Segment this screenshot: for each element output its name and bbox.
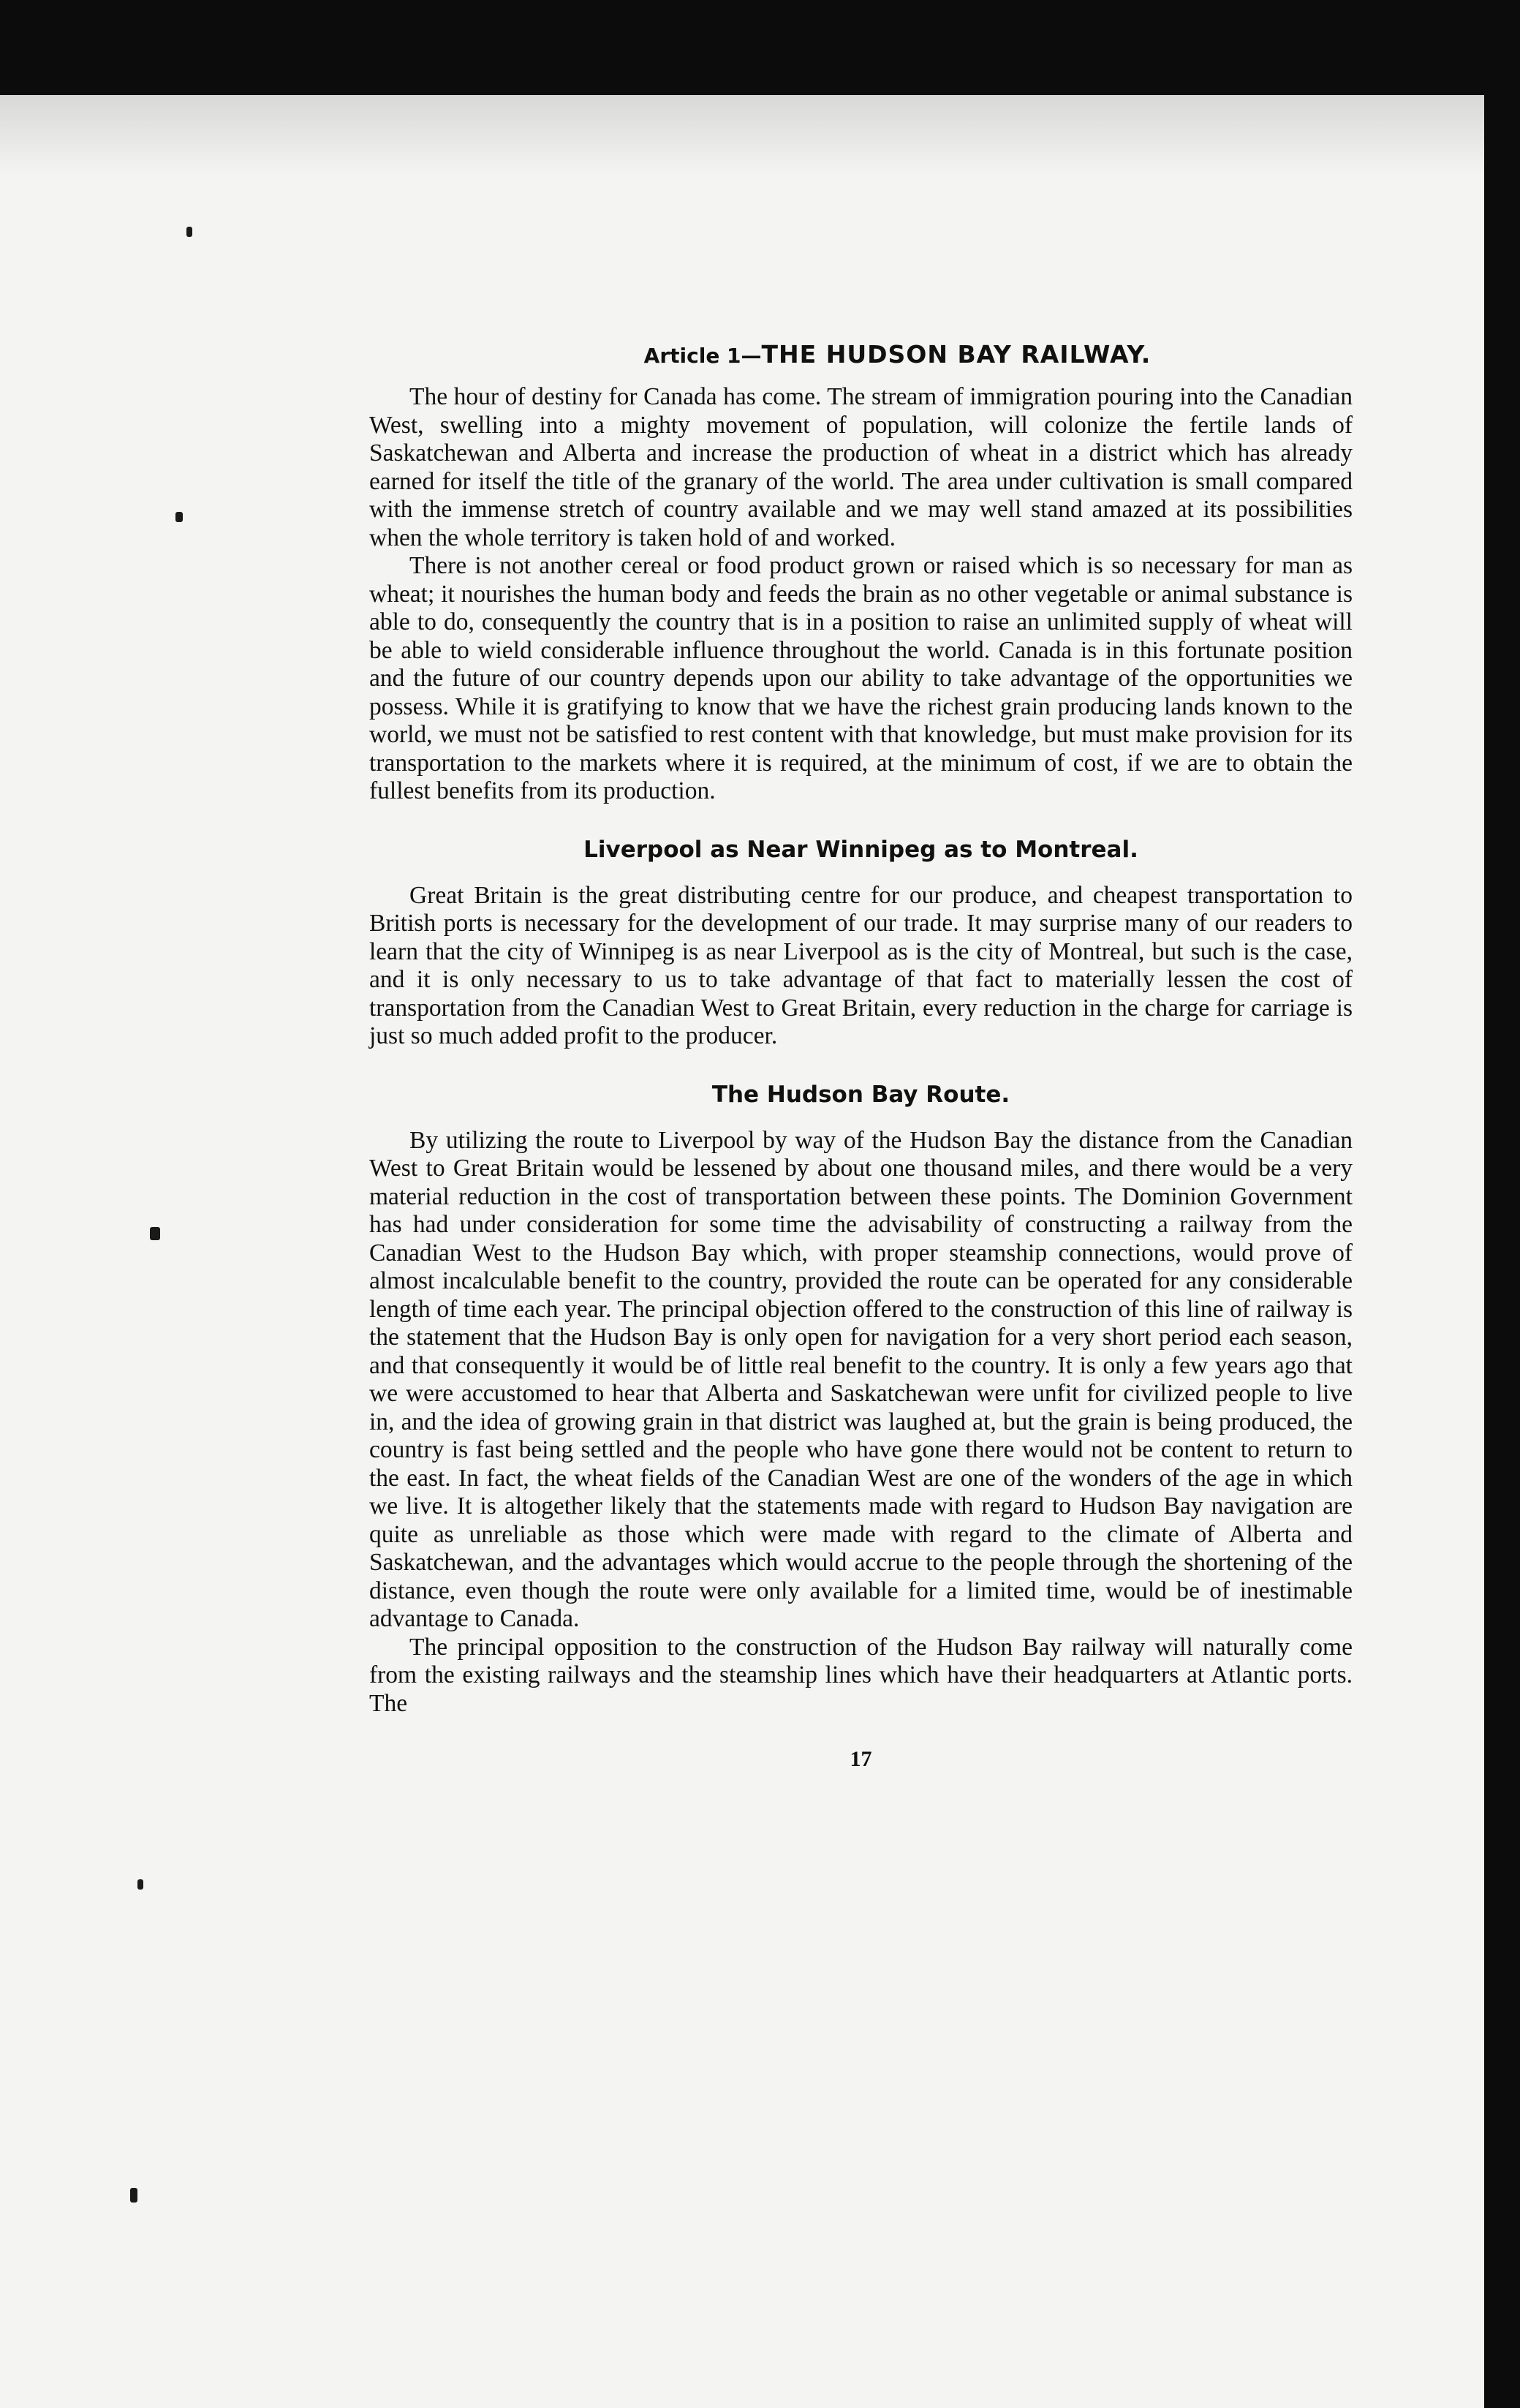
paragraph: There is not another cereal or food product grown or raised which is so necessary for man as wheat; it nourishes the human body and feeds the brain as no other vegetable or animal substance is able to do, consequently the country that is in a position to raise an unlimited supply of wheat will be able to wield considerable influence throughout the world. Canada is in this fortunate position and the future of our country depends upon our ability to take advantage of the opportunities we possess. While it is gratifying to know that we have the richest grain producing lands known to the world, we must not be satisfied to rest content with that knowledge, but must make provision for its transportation to the markets where it is required, at the minimum of cost, if we are to obtain the fullest benefits from its production. (369, 552, 1353, 804)
article-number: Article 1— (643, 344, 762, 368)
article-title-text: THE HUDSON BAY RAILWAY. (761, 340, 1152, 369)
section-title-hudson-bay-route: The Hudson Bay Route. (711, 1081, 1010, 1108)
section-title-liverpool: Liverpool as Near Winnipeg as to Montreal. (583, 836, 1138, 863)
paragraph: Great Britain is the great distributing centre for our produce, and cheapest transportation to British ports is necessary for the development of our trade. It may surprise many of our readers to learn that the city of Winnipeg is as near Liverpool as is the city of Montreal, but such is the case, and it is only necessary to us to take advantage of that fact to materially lessen the cost of transportation from the Canadian West to Great Britain, every reduction in the charge for carriage is just so much added profit to the producer. (369, 881, 1353, 1049)
article-title (369, 340, 1353, 369)
paragraph: By utilizing the route to Liverpool by way of the Hudson Bay the distance from the Canadian West to Great Britain would be lessened by about one thousand miles, and there would be a very material reduction in the cost of transportation between these points. The Dominion Government has had under consideration for some time the advisability of constructing a railway from the Canadian West to the Hudson Bay which, with proper steamship connections, would prove of almost incalculable benefit to the country, provided the route can be operated for any considerable length of time each year. The principal objection offered to the construction of this line of railway is the statement that the Hudson Bay is only open for navigation for a very short period each season, and that consequently it would be of little real benefit to the country. It is only a few years ago that we were accustomed to hear that Alberta and Saskatchewan were unfit for civilized people to live in, and the idea of growing grain in that district was laughed at, but the grain is being produced, the country is fast being settled and the people who have gone there would not be content to return to the east. In fact, the wheat fields of the Canadian West are one of the wonders of the age in which we live. It is altogether likely that the statements made with regard to Hudson Bay navigation are quite as unreliable as those which were made with regard to the climate of Alberta and Saskatchewan, and the advantages which would accrue to the people through the shortening of the distance, even though the route were only available for a limited time, would be of inestimable advantage to Canada. (369, 1126, 1353, 1632)
page-number: 17 (850, 1747, 872, 1771)
paragraph: The hour of destiny for Canada has come. The stream of immigration pouring into the Canadian West, swelling into a mighty movement of population, will colonize the fertile lands of Saskatchewan and Alberta and increase the production of wheat in a district which has already earned for itself the title of the granary of the world. The area under cultivation is small compared with the immense stretch of country available and we may well stand amazed at its possibilities when the whole territory is taken hold of and worked. (369, 383, 1353, 551)
page-fold-shadow (0, 95, 1484, 175)
margin-mark (130, 2188, 137, 2203)
margin-mark (137, 1879, 143, 1890)
margin-mark (175, 512, 183, 522)
scanned-page (0, 95, 1484, 2408)
article-body (369, 340, 1353, 1772)
margin-mark (150, 1227, 160, 1240)
margin-mark (186, 227, 192, 237)
paragraph: The principal opposition to the construction of the Hudson Bay railway will naturally come from the existing railways and the steamship lines which have their headquarters at Atlantic ports. The (369, 1633, 1353, 1717)
